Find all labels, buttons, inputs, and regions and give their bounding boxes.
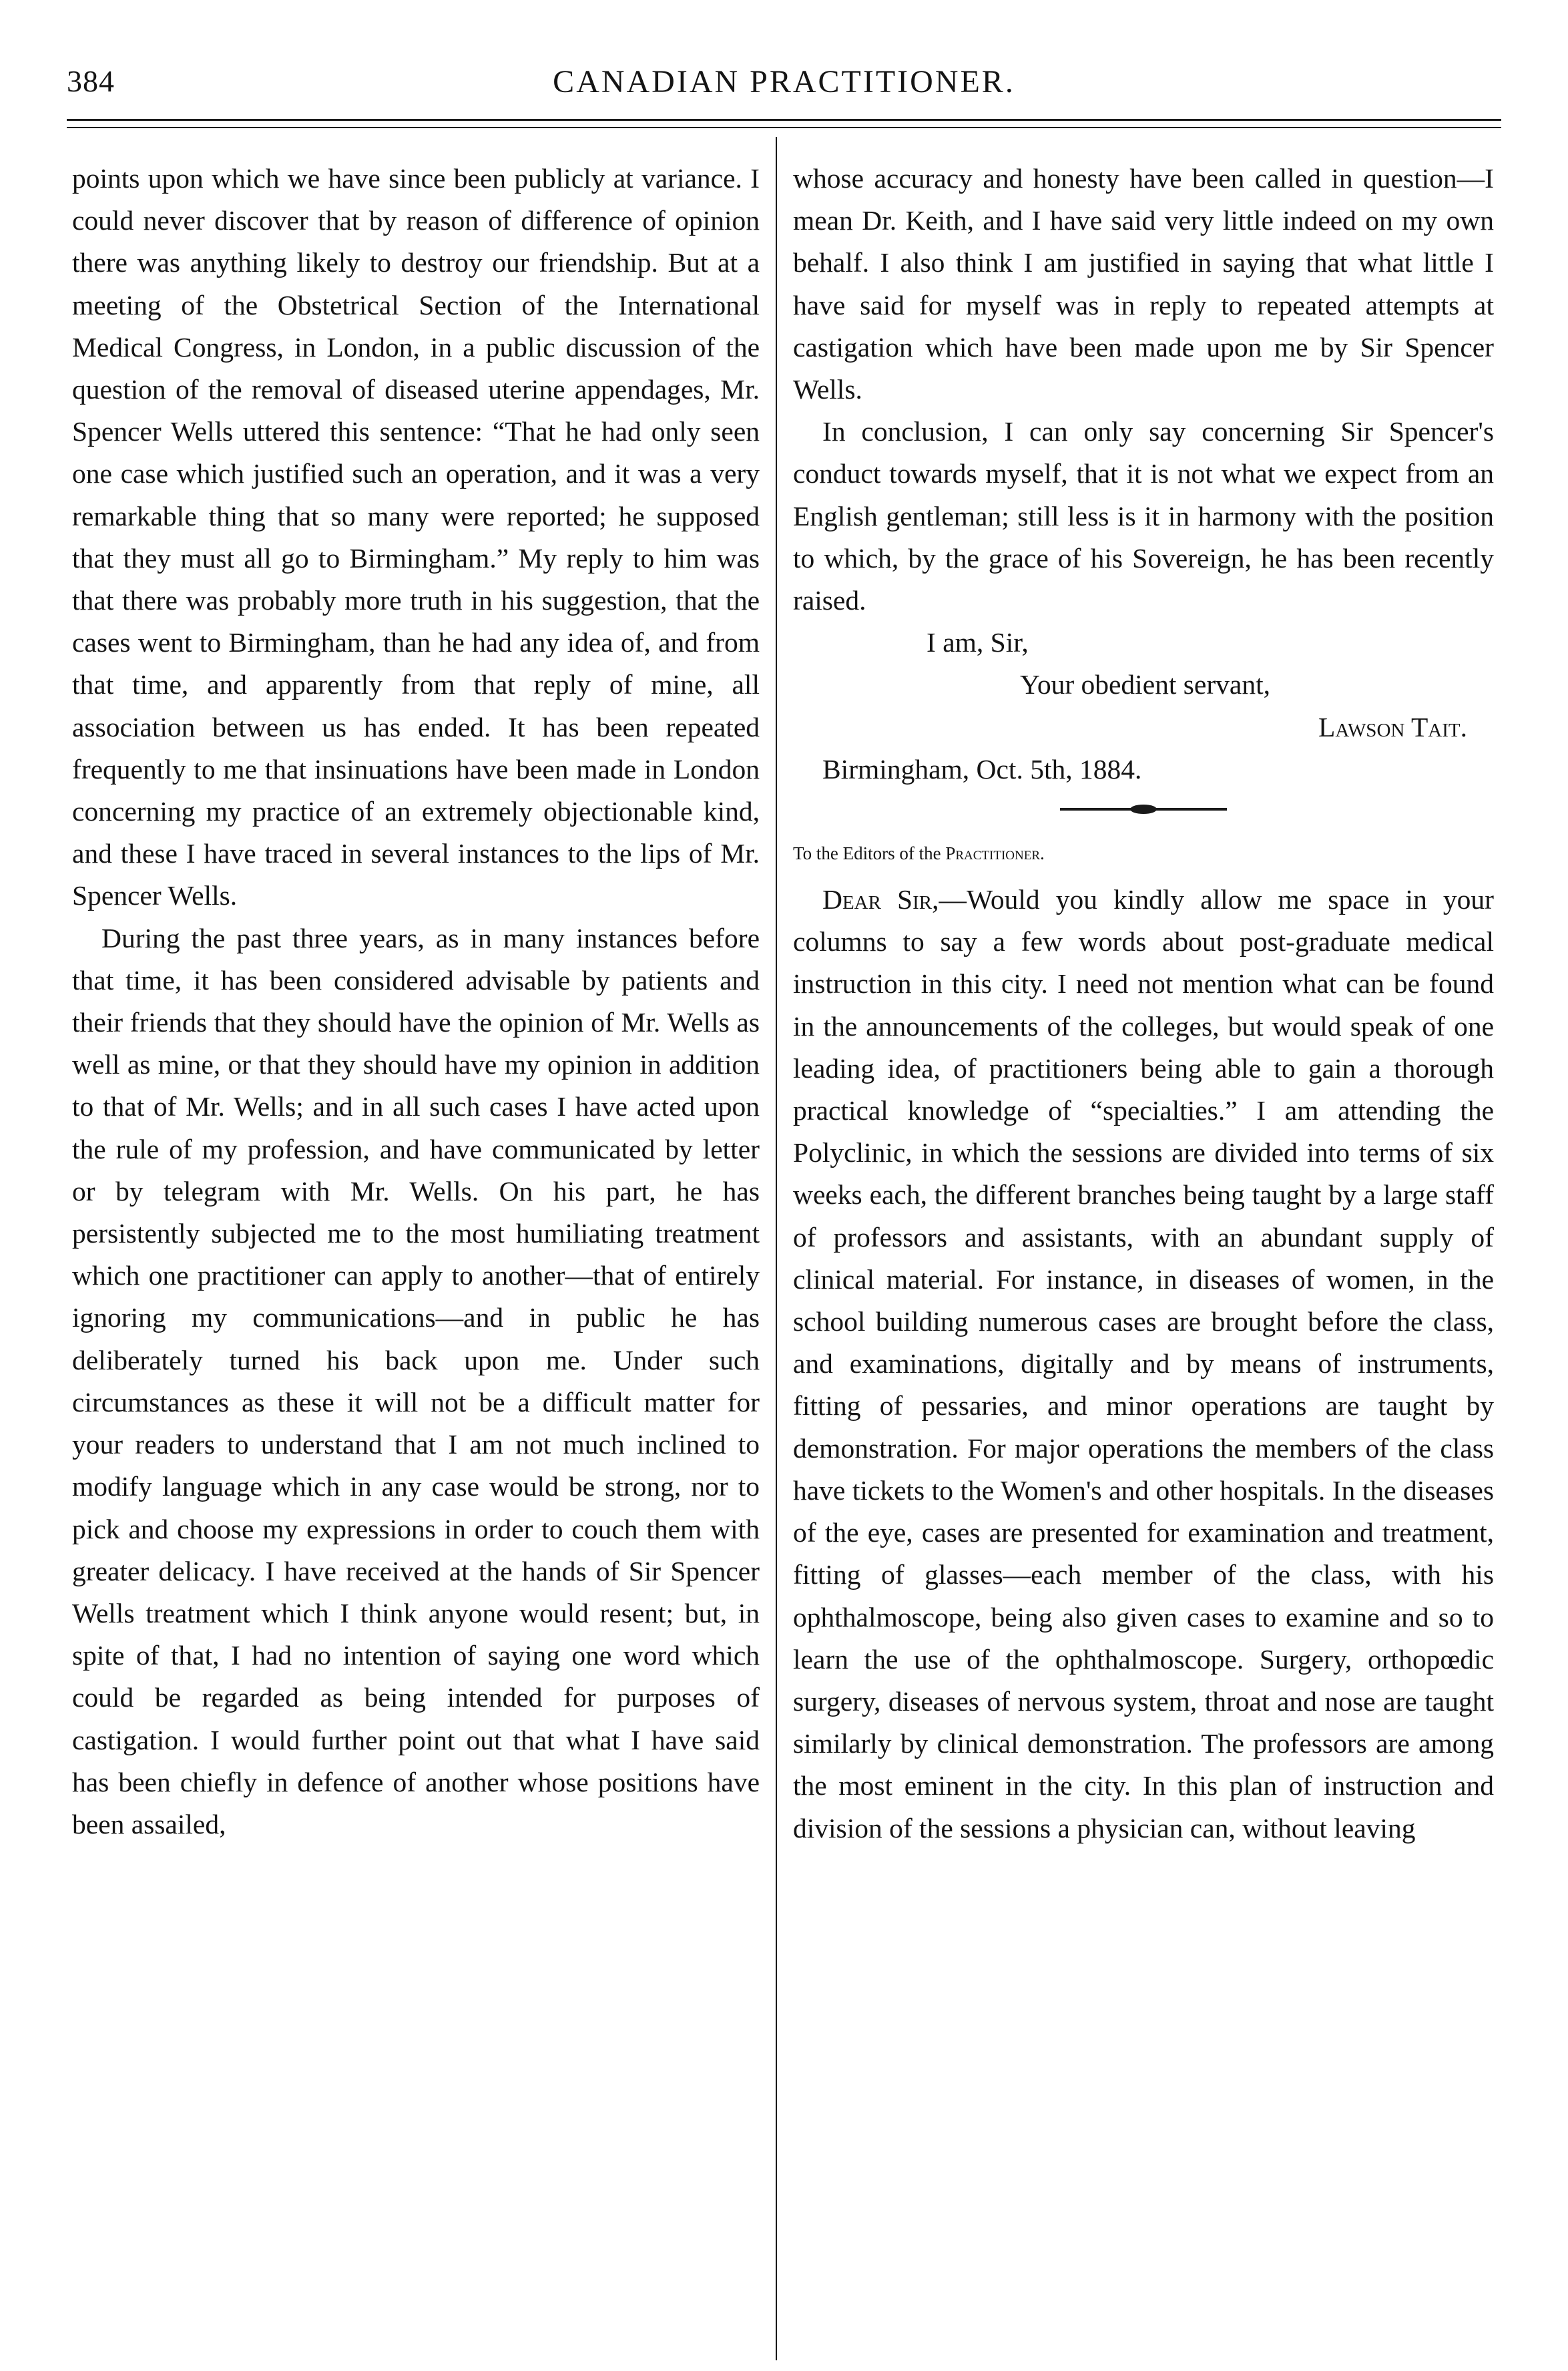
page-number: 384 (67, 64, 115, 98)
letter-address-prefix: To the Editors of the (793, 843, 941, 864)
header-rule-thick (67, 119, 1501, 121)
section-separator (1060, 808, 1227, 811)
salutation: Dear Sir, (822, 884, 939, 915)
letter-paragraph (793, 879, 1494, 1850)
letter-address-journal: Practitioner. (945, 843, 1045, 864)
letter-body: —Would you kindly allow me space in your columns to say a few words about post-graduate medical instruction in this city. I need not mention what can be found in the announcements of the colleges, but would speak of one leading idea, of practitioners being able to gain a thorough practical knowledge of “specialties.” I am attending the Polyclinic, in which the sessions are divided into terms of six weeks each, the different branches being taught by a large staff of professors and assistants, with an abundant supply of clinical material. For instance, in diseases of women, in the school building numerous cases are brought before the class, and examinations, digitally and by means of instruments, fitting of pessaries, and minor operations are taught by demonstration. For major operations the members of the class have tickets to the Women's and other hospitals. In the diseases of the eye, cases are presented for examination and treatment, fitting of glasses—each member of the class, with his ophthalmoscope, being also given cases to examine and so to learn the use of the ophthalmoscope. Surgery, orthopœdic surgery, diseases of nervous system, throat and nose are taught similarly by clinical demonstration. The professors are among the most eminent in the city. In this plan of instruction and division of the sessions a physician can, without leaving (793, 884, 1494, 1844)
signature-servant: Your obedient servant, (1020, 669, 1270, 700)
left-column (72, 158, 760, 1846)
page-header (67, 63, 1501, 117)
signature-place-date: Birmingham, Oct. 5th, 1884. (822, 753, 1142, 785)
running-head: CANADIAN PRACTITIONER. (553, 64, 1015, 99)
paragraph: In conclusion, I can only say concerning Sir Spencer's conduct towards myself, that it is not what we expect from an English gentleman; still less is it in harmony with the position to which, by the grace of his Sovereign, he has been recently raised. (793, 416, 1494, 616)
signature-block (793, 622, 1494, 791)
right-column (793, 158, 1494, 1850)
letter-address (793, 840, 1494, 867)
header-rule-thin (67, 127, 1501, 128)
signature-name: Lawson Tait. (1318, 711, 1467, 742)
paragraph: whose accuracy and honesty have been called in question—I mean Dr. Keith, and I have said very little indeed on my own behalf. I also think I am justified in saying that what little I have said for myself was in reply to repeated attempts at castigation which have been made upon me by Sir Spencer Wells. (793, 163, 1494, 405)
signature-closing: I am, Sir, (927, 627, 1029, 658)
paragraph: During the past three years, as in many instances before that time, it has been considered advisable by patients and their friends that they should have the opinion of Mr. Wells as well as mine, or that they should have my opinion in addition to that of Mr. Wells; and in all such cases I have acted upon the rule of my profession, and have communicated by letter or by telegram with Mr. Wells. On his part, he has persistently subjected me to the most humiliating treatment which one practitioner can apply to another—that of entirely ignoring my communications—and in public he has deliberately turned his back upon me. Under such circumstances as these it will not be a difficult matter for your readers to understand that I am not much inclined to modify language which in any case would be strong, nor to pick and choose my expressions in order to couch them with greater delicacy. I have received at the hands of Sir Spencer Wells treatment which I think anyone would resent; but, in spite of that, I had no intention of saying one word which could be regarded as being intended for purposes of castigation. I would further point out that what I have said has been chiefly in defence of another whose positions have been assailed, (72, 922, 760, 1840)
paragraph: points upon which we have since been publicly at variance. I could never discover that by reason of difference of opinion there was anything likely to destroy our friendship. But at a meeting of the Obstetrical Section of the International Medical Congress, in London, in a public discussion of the question of the removal of diseased uterine appendages, Mr. Spencer Wells uttered this sentence: “That he had only seen one case which justified such an operation, and it was a very remarkable thing that so many were reported; he supposed that they must all go to Birmingham.” My reply to him was that there was probably more truth in his suggestion, that the cases went to Birmingham, than he had any idea of, and from that time, and apparently from that reply of mine, all association between us has ended. It has been repeated frequently to me that insinuations have been made in London concerning my practice of an extremely objectionable kind, and these I have traced in several instances to the lips of Mr. Spencer Wells. (72, 163, 760, 911)
column-divider (776, 137, 777, 2360)
